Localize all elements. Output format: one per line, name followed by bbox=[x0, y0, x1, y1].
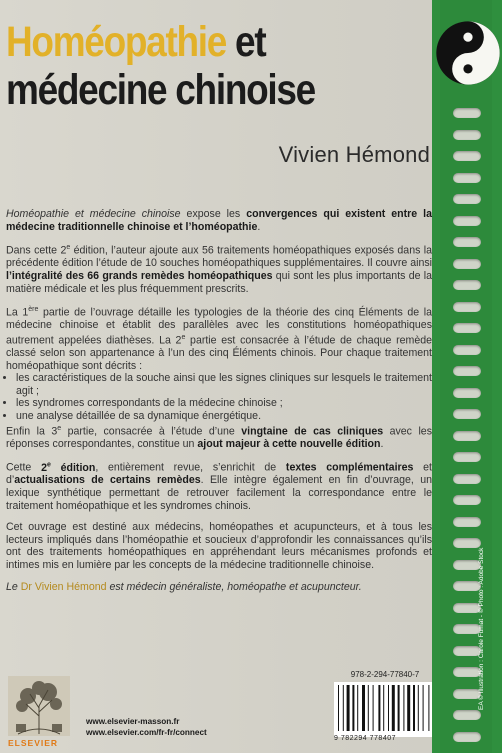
binding-ring bbox=[453, 151, 481, 161]
list-item: • les syndromes correspondants de la médecine chinoise ; bbox=[16, 397, 432, 410]
binding-ring bbox=[453, 302, 481, 312]
barcode-digits: 9 782294 778407 bbox=[334, 735, 396, 742]
binding-ring bbox=[453, 474, 481, 484]
binding-ring bbox=[453, 409, 481, 419]
isbn-number: 978-2-294-77840-7 bbox=[350, 670, 420, 679]
barcode-icon bbox=[334, 682, 432, 737]
elsevier-tree-logo-icon bbox=[8, 676, 70, 742]
binding-ring bbox=[453, 216, 481, 226]
intro-paragraph: Homéopathie et médecine chinoise expose les convergences qui existent entre la médecine traditionnelle chinoise et l’homéopathie. bbox=[6, 208, 433, 233]
structure-paragraph: La 1ère partie de l’ouvrage détaille les typologies de la théorie des cinq Éléments de la médecine chinoise et établit des parallèles avec les constitutions homéopathiques autrement appelées diathèses. La 2e partie est consacrée à l’étude de chaque remède classé selon son appartenance à l’un des cinq Éléments chinois. Pour chaque traitement homéopathique sont décrits : bbox=[6, 306, 432, 372]
binding-ring bbox=[453, 366, 481, 376]
binding-ring bbox=[453, 173, 481, 183]
bullet-list bbox=[6, 372, 432, 422]
binding-ring bbox=[453, 689, 481, 699]
title-line-2: médecine chinoise bbox=[6, 66, 315, 114]
title-homeopathie: Homéopathie bbox=[6, 18, 227, 66]
binding-ring bbox=[453, 194, 481, 204]
binding-ring bbox=[453, 495, 481, 505]
binding-ring bbox=[453, 517, 481, 527]
list-item: • une analyse détaillée de sa dynamique énergétique. bbox=[16, 410, 432, 423]
binding-ring bbox=[453, 345, 481, 355]
binding-ring bbox=[453, 710, 481, 720]
url-connect[interactable]: www.elsevier.com/fr-fr/connect bbox=[86, 728, 207, 737]
binding-ring bbox=[453, 603, 481, 613]
binding-ring bbox=[453, 538, 481, 548]
binding-ring bbox=[453, 624, 481, 634]
blurb bbox=[6, 208, 432, 602]
title-et: et bbox=[226, 18, 266, 66]
isbn-block bbox=[334, 670, 436, 742]
binding-ring bbox=[453, 581, 481, 591]
binding-ring bbox=[453, 732, 481, 742]
binding-ring bbox=[453, 667, 481, 677]
publisher-name: ELSEVIER bbox=[8, 738, 59, 748]
binding-ring bbox=[453, 237, 481, 247]
author-note: Le Dr Vivien Hémond est médecin généraliste, homéopathe et acupuncteur. bbox=[6, 580, 362, 593]
binding-ring bbox=[453, 323, 481, 333]
binding-ring bbox=[453, 388, 481, 398]
revision-paragraph: Cette 2e édition, entièrement revue, s’enrichit de textes complémentaires et d’actualisations de certains remèdes. Elle intègre également en fin d’ouvrage, un lexique synthétique permettant de retrouver facilement la correspondance entre le traitement homéopathique et les syndromes chinois. bbox=[6, 461, 432, 512]
list-item: • les caractéristiques de la souche ainsi que les signes cliniques sur lesquels le traitement agit ; bbox=[16, 372, 432, 397]
binding-ring bbox=[453, 431, 481, 441]
publisher-urls bbox=[86, 716, 207, 738]
binding-ring bbox=[453, 259, 481, 269]
cases-paragraph: Enfin la 3e partie, consacrée à l’étude d’une vingtaine de cas cliniques avec les réponses correspondantes, constitue un ajout majeur à cette nouvelle édition. bbox=[6, 424, 432, 450]
binding-ring bbox=[453, 560, 481, 570]
photo-credit: EA © Illustration : Carole Fumat - © Photo : Adobe Stock bbox=[478, 547, 485, 710]
author-name: Vivien Hémond bbox=[278, 142, 430, 167]
binding-ring bbox=[453, 646, 481, 656]
edition-paragraph: Dans cette 2e édition, l’auteur ajoute aux 56 traitements homéopathiques exposés dans la précédente édition l’étude de 10 souches homéopathiques supplémentaires. Il couvre ainsi l’intégralité des 66 grands remèdes homéopathiques qui sont les plus importants de la matière médicale et les plus fréquemment prescrits. bbox=[6, 244, 432, 295]
yin-yang-icon bbox=[435, 20, 501, 86]
audience-paragraph: Cet ouvrage est destiné aux médecins, homéopathes et acupuncteurs, et à tous les lecteurs impliqués dans l’homéopathie et soucieux d’approfondir les connaissances qu’ils ont des traitements homéopathiques en appréhendant leurs mécanismes profonds et intimes mis en lumière par les concepts de la médecine traditionnelle chinoise. bbox=[6, 521, 432, 571]
binding-ring bbox=[453, 130, 481, 140]
url-masson[interactable]: www.elsevier-masson.fr bbox=[86, 717, 180, 726]
binding-ring bbox=[453, 280, 481, 290]
book-title bbox=[6, 18, 359, 114]
binding-ring bbox=[453, 108, 481, 118]
binding-ring bbox=[453, 452, 481, 462]
